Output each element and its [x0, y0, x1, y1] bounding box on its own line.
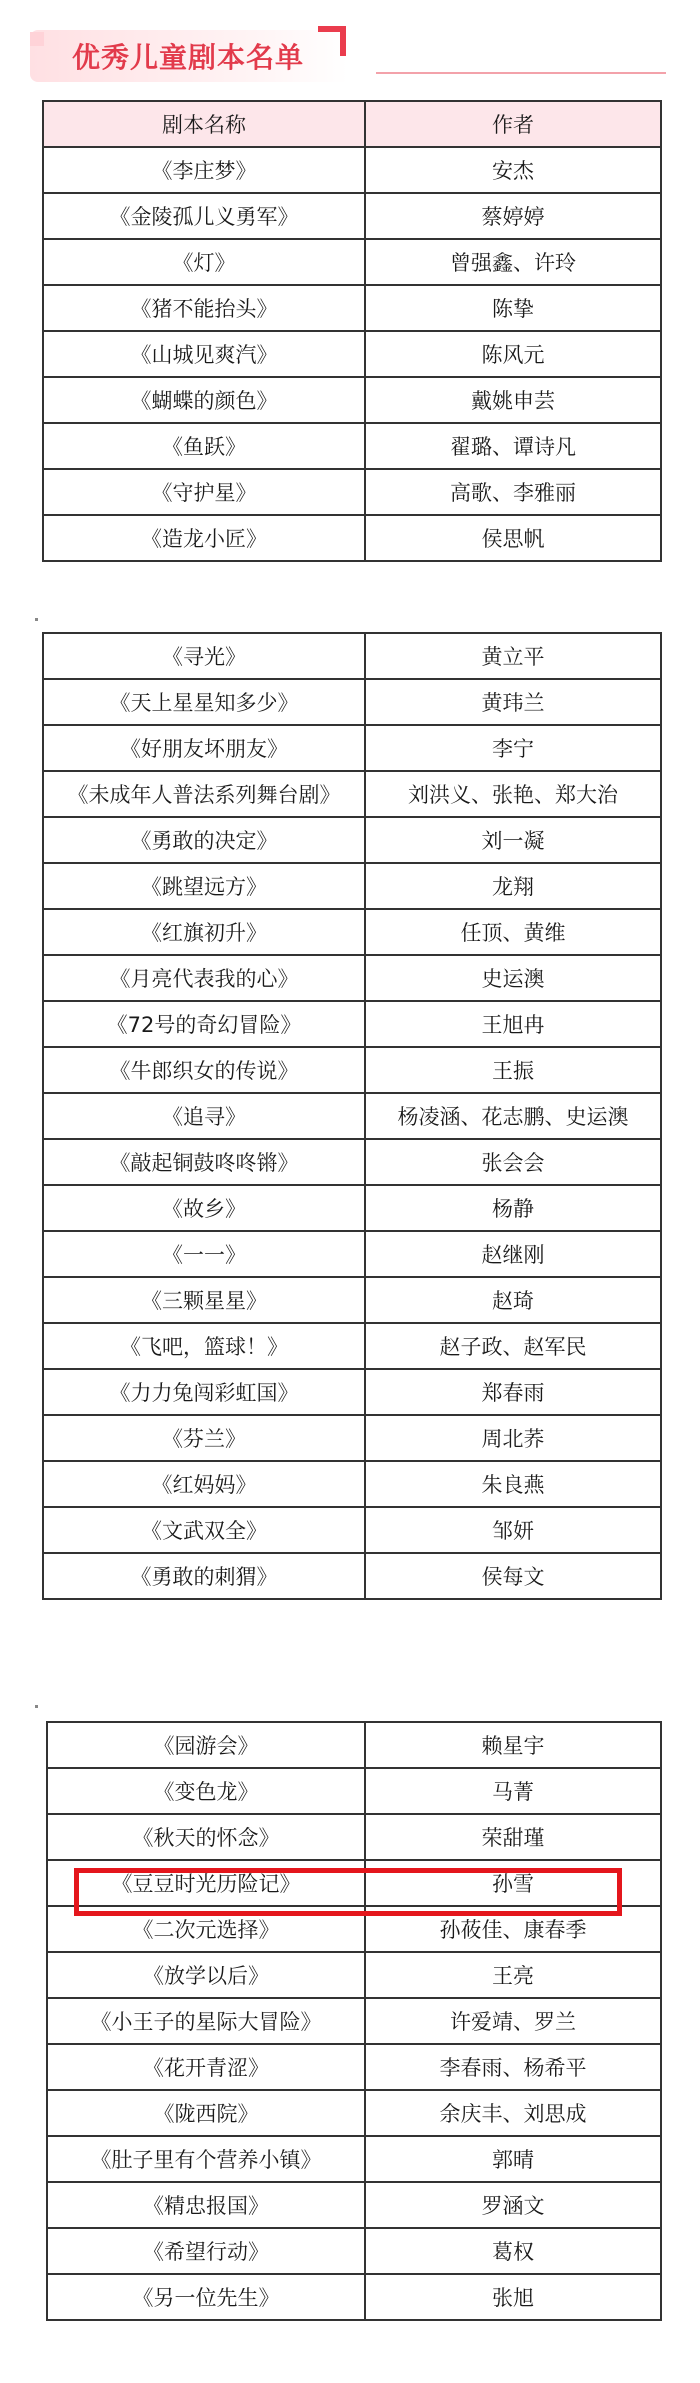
- table-row: [43, 1185, 661, 1231]
- play-title-cell: 《李庄梦》: [43, 147, 365, 193]
- play-title-cell: 《芬兰》: [43, 1415, 365, 1461]
- play-title-cell: 《一一》: [43, 1231, 365, 1277]
- play-title-cell: 《放学以后》: [47, 1952, 365, 1998]
- author-cell: 朱良燕: [365, 1461, 661, 1507]
- author-cell: 杨凌涵、花志鹏、史运澳: [365, 1093, 661, 1139]
- author-cell: 曾强鑫、许玲: [365, 239, 661, 285]
- author-cell: 王旭冉: [365, 1001, 661, 1047]
- play-title-cell: 《精忠报国》: [47, 2182, 365, 2228]
- play-title-cell: 《另一位先生》: [47, 2274, 365, 2320]
- list-header: [0, 0, 700, 90]
- play-title-cell: 《红妈妈》: [43, 1461, 365, 1507]
- author-cell: 高歌、李雅丽: [365, 469, 661, 515]
- table-row: [43, 1277, 661, 1323]
- play-title-cell: 《金陵孤儿义勇军》: [43, 193, 365, 239]
- play-title-cell: 《未成年人普法系列舞台剧》: [43, 771, 365, 817]
- author-cell: 戴姚申芸: [365, 377, 661, 423]
- author-cell: 余庆丰、刘思成: [365, 2090, 661, 2136]
- author-cell: 陈挚: [365, 285, 661, 331]
- author-cell: 郑春雨: [365, 1369, 661, 1415]
- table-header-row: [43, 101, 661, 147]
- author-cell: 杨静: [365, 1185, 661, 1231]
- table-row: [43, 193, 661, 239]
- title-accent-square: [30, 32, 44, 46]
- author-cell: 郭晴: [365, 2136, 661, 2182]
- table-row: [43, 147, 661, 193]
- table-row: [43, 1093, 661, 1139]
- author-cell: 孙莜佳、康春季: [365, 1906, 661, 1952]
- play-title-cell: 《秋天的怀念》: [47, 1814, 365, 1860]
- table-row: [47, 1768, 661, 1814]
- author-cell: 安杰: [365, 147, 661, 193]
- play-title-cell: 《二次元选择》: [47, 1906, 365, 1952]
- table-row: [43, 817, 661, 863]
- author-cell: 刘一凝: [365, 817, 661, 863]
- author-cell: 侯思帆: [365, 515, 661, 561]
- table-row: [43, 1139, 661, 1185]
- play-title-cell: 《好朋友坏朋友》: [43, 725, 365, 771]
- table-row: [47, 2228, 661, 2274]
- author-cell: 王亮: [365, 1952, 661, 1998]
- table-row: [43, 863, 661, 909]
- table-row: [43, 955, 661, 1001]
- table-row: [43, 1231, 661, 1277]
- author-cell: 李宁: [365, 725, 661, 771]
- table-row: [43, 469, 661, 515]
- author-cell: 龙翔: [365, 863, 661, 909]
- author-cell: 蔡婷婷: [365, 193, 661, 239]
- table-row: [43, 1415, 661, 1461]
- highlight-box: [74, 1868, 622, 1916]
- table-row: [43, 725, 661, 771]
- author-cell: 张旭: [365, 2274, 661, 2320]
- play-title-cell: 《鱼跃》: [43, 423, 365, 469]
- play-title-cell: 《追寻》: [43, 1093, 365, 1139]
- title-corner-bracket: [318, 26, 346, 56]
- author-cell: 黄立平: [365, 633, 661, 679]
- play-title-cell: 《园游会》: [47, 1722, 365, 1768]
- play-title-cell: 《敲起铜鼓咚咚锵》: [43, 1139, 365, 1185]
- table-row: [47, 2136, 661, 2182]
- column-header-author: 作者: [365, 101, 661, 147]
- author-cell: 赵继刚: [365, 1231, 661, 1277]
- author-cell: 陈风元: [365, 331, 661, 377]
- play-title-cell: 《蝴蝶的颜色》: [43, 377, 365, 423]
- author-cell: 赵子政、赵军民: [365, 1323, 661, 1369]
- play-title-cell: 《故乡》: [43, 1185, 365, 1231]
- play-title-cell: 《寻光》: [43, 633, 365, 679]
- play-title-cell: 《天上星星知多少》: [43, 679, 365, 725]
- table-row: [47, 2090, 661, 2136]
- author-cell: 王振: [365, 1047, 661, 1093]
- author-cell: 许爱靖、罗兰: [365, 1998, 661, 2044]
- table-row: [43, 1047, 661, 1093]
- table-row: [43, 239, 661, 285]
- play-title-cell: 《小王子的星际大冒险》: [47, 1998, 365, 2044]
- table-row: [47, 2182, 661, 2228]
- table-row: [43, 633, 661, 679]
- table-row: [47, 1998, 661, 2044]
- column-header-title: 剧本名称: [43, 101, 365, 147]
- table-row: [43, 909, 661, 955]
- play-title-cell: 《灯》: [43, 239, 365, 285]
- table-row: [43, 515, 661, 561]
- plays-table-3: [46, 1721, 662, 2321]
- stray-dot: [35, 618, 38, 621]
- author-cell: 马菁: [365, 1768, 661, 1814]
- author-cell: 李春雨、杨希平: [365, 2044, 661, 2090]
- author-cell: 黄玮兰: [365, 679, 661, 725]
- play-title-cell: 《牛郎织女的传说》: [43, 1047, 365, 1093]
- author-cell: 赵琦: [365, 1277, 661, 1323]
- plays-table-1: [42, 100, 662, 562]
- table-row: [43, 1507, 661, 1553]
- table-row: [47, 1952, 661, 1998]
- author-cell: 周北荞: [365, 1415, 661, 1461]
- play-title-cell: 《山城见爽汽》: [43, 331, 365, 377]
- table-row: [43, 1001, 661, 1047]
- author-cell: 邹妍: [365, 1507, 661, 1553]
- table-row: [43, 285, 661, 331]
- author-cell: 葛权: [365, 2228, 661, 2274]
- author-cell: 孙雪: [365, 1860, 661, 1906]
- author-cell: 翟璐、谭诗凡: [365, 423, 661, 469]
- author-cell: 赖星宇: [365, 1722, 661, 1768]
- plays-table-2: [42, 632, 662, 1600]
- table-row: [43, 1461, 661, 1507]
- table-row: [43, 423, 661, 469]
- table-row: [43, 377, 661, 423]
- play-title-cell: 《文武双全》: [43, 1507, 365, 1553]
- play-title-cell: 《跳望远方》: [43, 863, 365, 909]
- play-title-cell: 《豆豆时光历险记》: [47, 1860, 365, 1906]
- author-cell: 侯每文: [365, 1553, 661, 1599]
- play-title-cell: 《勇敢的决定》: [43, 817, 365, 863]
- author-cell: 荣甜瑾: [365, 1814, 661, 1860]
- author-cell: 刘洪义、张艳、郑大治: [365, 771, 661, 817]
- table-row: [43, 1553, 661, 1599]
- table-row: [43, 771, 661, 817]
- play-title-cell: 《月亮代表我的心》: [43, 955, 365, 1001]
- play-title-cell: 《勇敢的刺猬》: [43, 1553, 365, 1599]
- play-title-cell: 《红旗初升》: [43, 909, 365, 955]
- table-row: [43, 1369, 661, 1415]
- author-cell: 罗涵文: [365, 2182, 661, 2228]
- author-cell: 任顶、黄维: [365, 909, 661, 955]
- play-title-cell: 《花开青涩》: [47, 2044, 365, 2090]
- table-row: [47, 1814, 661, 1860]
- author-cell: 张会会: [365, 1139, 661, 1185]
- title-underline: [376, 72, 666, 74]
- play-title-cell: 《变色龙》: [47, 1768, 365, 1814]
- table-row: [47, 2044, 661, 2090]
- play-title-cell: 《三颗星星》: [43, 1277, 365, 1323]
- table-row: [47, 1722, 661, 1768]
- play-title-cell: 《守护星》: [43, 469, 365, 515]
- table-row: [43, 331, 661, 377]
- play-title-cell: 《猪不能抬头》: [43, 285, 365, 331]
- play-title-cell: 《力力兔闯彩虹国》: [43, 1369, 365, 1415]
- play-title-cell: 《希望行动》: [47, 2228, 365, 2274]
- author-cell: 史运澳: [365, 955, 661, 1001]
- stray-dot: [35, 1705, 38, 1708]
- play-title-cell: 《肚子里有个营养小镇》: [47, 2136, 365, 2182]
- play-title-cell: 《飞吧，篮球！》: [43, 1323, 365, 1369]
- play-title-cell: 《72号的奇幻冒险》: [43, 1001, 365, 1047]
- play-title-cell: 《陇西院》: [47, 2090, 365, 2136]
- page-title: 优秀儿童剧本名单: [72, 41, 305, 74]
- table-row: [43, 679, 661, 725]
- table-row: [43, 1323, 661, 1369]
- table-row: [47, 2274, 661, 2320]
- play-title-cell: 《造龙小匠》: [43, 515, 365, 561]
